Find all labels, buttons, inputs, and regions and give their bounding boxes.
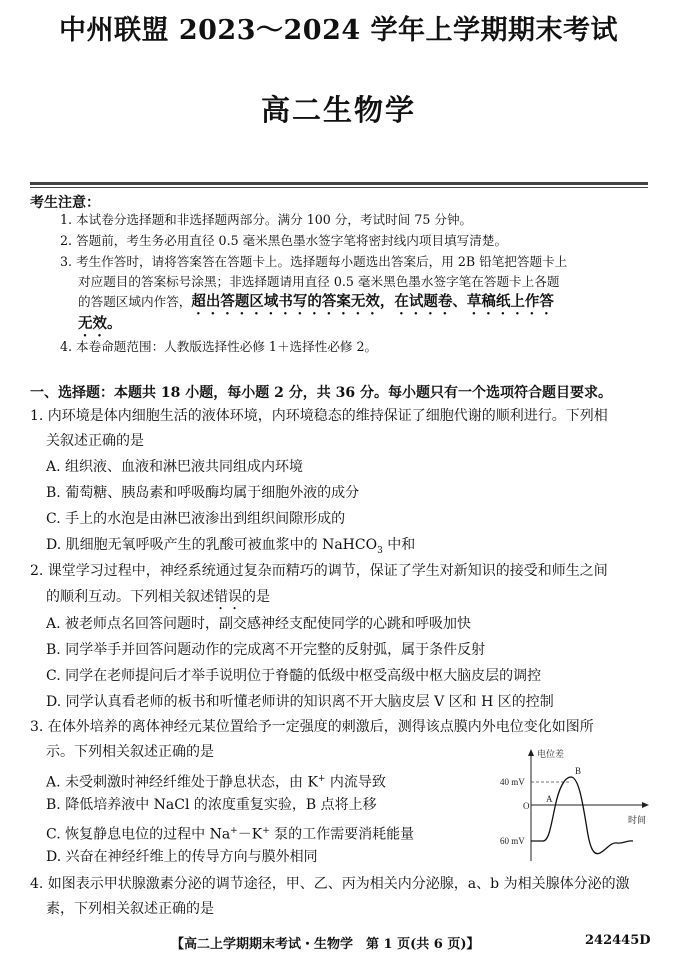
q3-option-c-mid: －K [237, 826, 263, 843]
q1-option-c: C. 手上的水泡是由淋巴液渗出到组织间隙形成的 [46, 511, 346, 527]
q2-stem-line-1: 2. 课堂学习过程中，神经系统通过复杂而精巧的调节，保证了学生对新知识的接受和师生之间 [30, 563, 608, 579]
q3-option-a-tail: 内流导致 [325, 774, 386, 791]
notice-item-2: 2. 答题前，考生务必用直径 0.5 毫米黑色墨水签字笔将密封线内项目填写清楚。 [60, 233, 508, 248]
notice-emphasis-1: 超出答题区域书写的答案无效，在试题卷、草稿纸上作答 [191, 294, 554, 310]
q2-stem-emphasis: 错误 [214, 589, 242, 605]
q2-option-a: A. 被老师点名回答问题时，副交感神经支配使同学的心跳和呼吸加快 [46, 616, 472, 632]
notice-item-4: 4. 本卷命题范围：人教版选择性必修 1＋选择性必修 2。 [60, 339, 378, 354]
q3-option-c-text: C. 恢复静息电位的过程中 Na [46, 826, 231, 843]
q1-stem-line-2: 关叙述正确的是 [46, 433, 144, 449]
graph-potential-curve [531, 777, 633, 854]
divider-thick [30, 182, 648, 185]
graph-y-axis-label: 电位差 [537, 749, 565, 759]
q4-stem-line-2: 素，下列相关叙述正确的是 [46, 901, 214, 917]
notice-emphasis-2: 无效。 [78, 316, 122, 332]
subject-title: 高二生物学 [260, 93, 416, 127]
graph-x-arrow [642, 802, 649, 808]
q1-option-b: B. 葡萄糖、胰岛素和呼吸酶均属于细胞外液的成分 [46, 485, 360, 501]
q1-option-a: A. 组织液、血液和淋巴液共同组成内环境 [46, 459, 304, 475]
q3-option-a [46, 769, 386, 793]
exam-title: 中州联盟 2023～2024 学年上学期期末考试 [58, 15, 619, 46]
graph-y-arrow [528, 749, 534, 756]
q3-option-c-sup-k: + [262, 826, 270, 836]
q3-stem-line-2: 示。下列相关叙述正确的是 [46, 744, 214, 760]
graph-x-axis-label: 时间 [628, 815, 647, 825]
q1-option-d-tail: 中和 [382, 537, 416, 553]
section-heading: 一、选择题：本题共 18 小题，每小题 2 分，共 36 分。每小题只有一个选项符合题目要求。 [30, 385, 612, 401]
notice-item-3-line-1: 3. 考生作答时，请将答案答在答题卡上。选择题每小题选出答案后，用 2B 铅笔把答题卡上 [60, 254, 568, 269]
q1-option-d-text: D. 肌细胞无氧呼吸产生的乳酸可被血浆中的 NaHCO [46, 537, 378, 553]
q3-option-a-superscript: + [317, 774, 326, 784]
q1-stem-line-1: 1. 内环境是体内细胞生活的液体环境，内环境稳态的维持保证了细胞代谢的顺利进行。下列相 [30, 408, 608, 424]
graph-origin-label: O [523, 801, 530, 811]
q3-option-c-tail: 泵的工作需要消耗能量 [269, 826, 415, 843]
q2-stem-tail: 的是 [242, 589, 270, 605]
q3-option-c-sup-na: + [230, 826, 238, 836]
graph-tick-bottom: 60 mV [500, 836, 525, 846]
q2-option-b: B. 同学举手并回答问题动作的完成离不开完整的反射弧，属于条件反射 [46, 642, 486, 658]
q3-option-b: B. 降低培养液中 NaCl 的浓度重复实验，B 点将上移 [46, 797, 377, 813]
notice-title: 考生注意： [30, 195, 100, 211]
membrane-potential-graph [495, 745, 655, 870]
q2-stem-text: 的顺利互动。下列相关叙述 [46, 589, 214, 605]
footer-exam-code: 242445D [585, 933, 651, 948]
graph-tick-top: 40 mV [500, 777, 525, 787]
q3-option-a-text: A. 未受刺激时神经纤维处于静息状态，由 K [46, 774, 318, 791]
q3-option-c [46, 821, 414, 845]
graph-point-b: B [575, 766, 582, 776]
q4-stem-line-1: 4. 如图表示甲状腺激素分泌的调节途径，甲、乙、丙为相关内分泌腺，a、b 为相关腺体分泌的激 [30, 876, 630, 892]
footer-page-info: 【高二上学期期末考试・生物学 第 1 页(共 6 页)】 [171, 937, 480, 952]
notice-item-1: 1. 本试卷分选择题和非选择题两部分。满分 100 分，考试时间 75 分钟。 [60, 212, 473, 227]
q3-option-d: D. 兴奋在神经纤维上的传导方向与膜外相同 [46, 849, 318, 865]
graph-point-a: A [546, 794, 553, 804]
notice-item-3-text: 的答题区域内作答， [78, 294, 192, 309]
q2-stem-line-2 [46, 587, 270, 613]
q1-option-d [46, 535, 415, 561]
q1-option-d-subscript: 3 [377, 545, 383, 556]
q3-stem-line-1: 3. 在体外培养的离体神经元某位置给予一定强度的刺激后，测得该点膜内外电位变化如图所 [30, 719, 594, 735]
divider-thin [30, 187, 648, 188]
q2-option-d: D. 同学认真看老师的板书和听懂老师讲的知识离不开大脑皮层 V 区和 H 区的控制 [46, 694, 554, 710]
notice-item-3-line-2: 对应题目的答案标号涂黑；非选择题请用直径 0.5 毫米黑色墨水签字笔在答题卡上各题 [78, 274, 560, 289]
q2-option-c: C. 同学在老师提问后才举手说明位于脊髓的低级中枢受高级中枢大脑皮层的调控 [46, 668, 542, 684]
